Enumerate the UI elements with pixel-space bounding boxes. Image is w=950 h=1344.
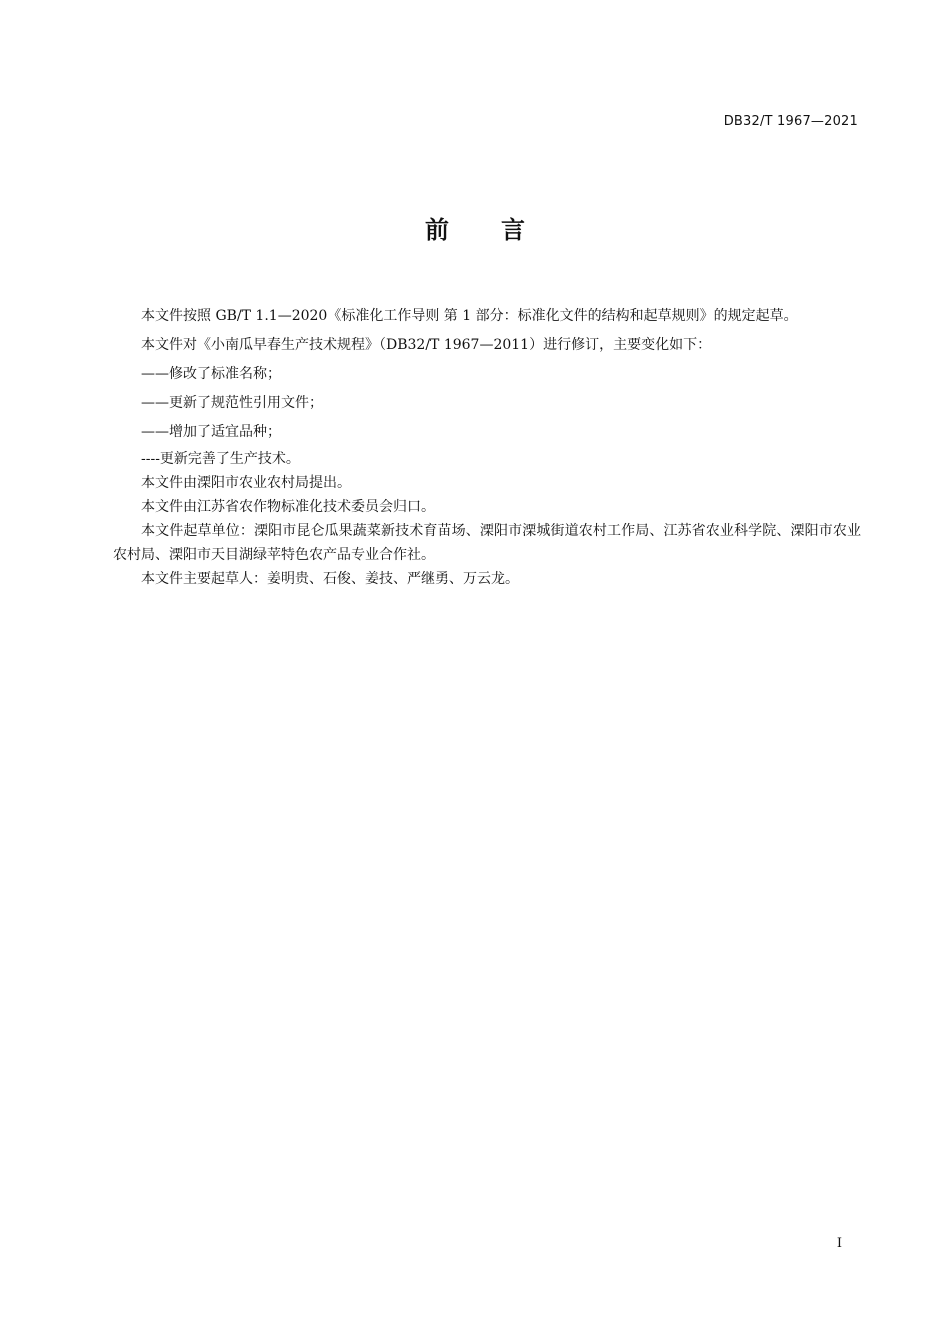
paragraph-revision-intro: 本文件对《小南瓜早春生产技术规程》（DB32/T 1967—2011）进行修订，主要变化如下： [141,337,712,353]
page-title: 前言 [425,216,577,244]
foreword-body [113,302,861,591]
paragraph-drafting-basis: 本文件按照 GB/T 1.1—2020《标准化工作导则 第 1 部分：标准化文件的结构和起草规则》的规定起草。 [141,308,798,324]
change-item-techniques: ----更新完善了生产技术。 [141,451,300,467]
document-code: DB32/T 1967—2021 [723,114,858,129]
paragraph-proposer: 本文件由溧阳市农业农村局提出。 [141,475,351,491]
paragraph-drafters: 本文件主要起草人：姜明贵、石俊、姜技、严继勇、万云龙。 [141,571,519,587]
change-item-varieties: ——增加了适宜品种； [141,424,281,440]
paragraph-committee: 本文件由江苏省农作物标准化技术委员会归口。 [141,499,435,515]
change-item-references: ——更新了规范性引用文件； [141,395,323,411]
paragraph-drafting-units: 本文件起草单位：溧阳市昆仑瓜果蔬菜新技术育苗场、溧阳市溧城街道农村工作局、江苏省农业科学院、溧阳市农业农村局、溧阳市天目湖绿苹特色农产品专业合作社。 [113,523,861,563]
page-number: I [836,1236,842,1251]
change-item-name: ——修改了标准名称； [141,366,281,382]
